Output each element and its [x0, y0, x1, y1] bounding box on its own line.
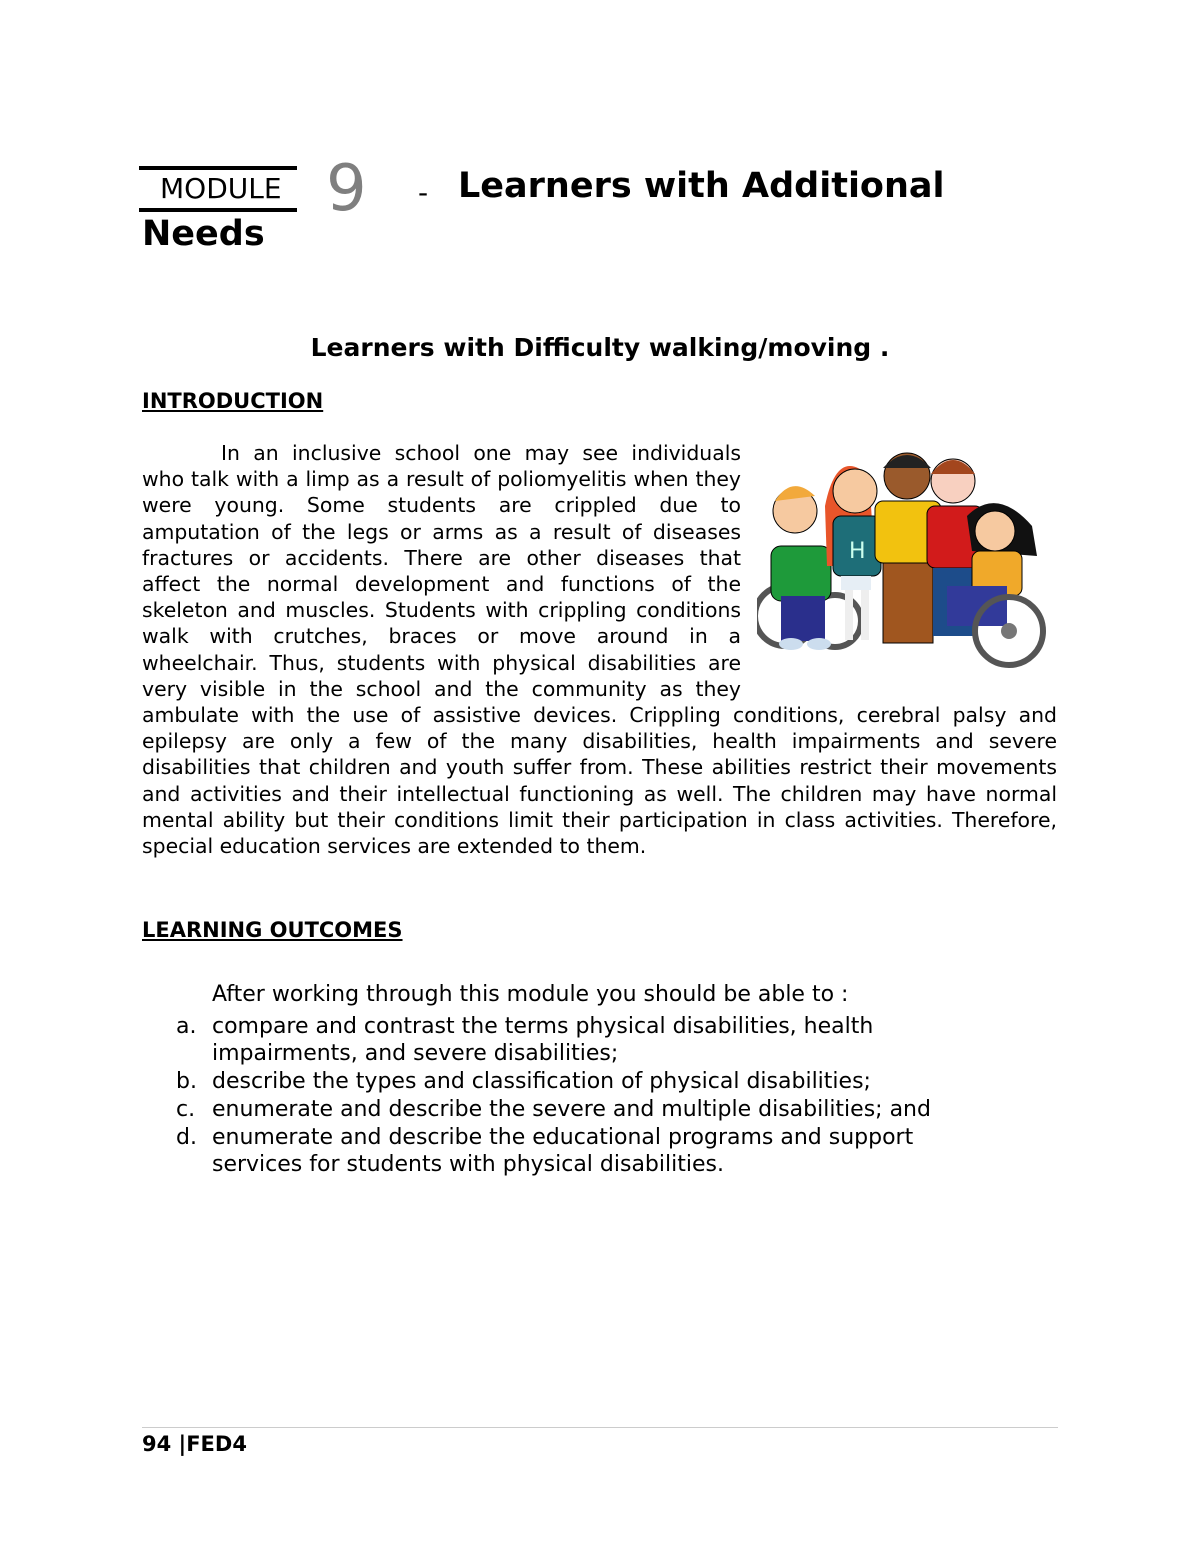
- module-label: MODULE: [160, 172, 282, 205]
- learning-outcomes-heading: LEARNING OUTCOMES: [142, 918, 403, 942]
- footer-divider: [142, 1427, 1058, 1428]
- list-item-text: enumerate and describe the severe and multiple disabilities; and: [212, 1097, 931, 1122]
- list-item: [176, 1068, 996, 1095]
- introduction-heading: INTRODUCTION: [142, 389, 324, 413]
- title-separator: -: [418, 176, 429, 209]
- list-item: [176, 1013, 996, 1067]
- list-item: [176, 1096, 996, 1123]
- introduction-text: In an inclusive school one may see individuals who talk with a limp as a result of poliomyelitis when they were young. Some students are crippled due to amputation of the legs or arms as a result of diseases fractures or accidents. There are other diseases that affect the normal development and functions of the skeleton and muscles. Students with crippling conditions walk with crutches, braces or move around in a wheelchair. Thus, students with physical disabilities are very visible in the school and the community as they ambulate with the use of assistive devices. Crippling conditions, cerebral palsy and epilepsy are only a few of the many disabilities, health impairments and severe disabilities that children and youth suffer from. These abilities restrict their movements and activities and their intellectual functioning as well. The children may have normal mental ability but their conditions limit their participation in class activities. Therefore, special education services are extended to them.: [142, 441, 1057, 859]
- module-title: Learners with Additional: [458, 166, 945, 206]
- list-marker: b.: [176, 1069, 197, 1094]
- learning-outcomes-list: [176, 1013, 996, 1179]
- introduction-section: [142, 440, 1057, 859]
- children-with-disabilities-illustration-icon: [757, 446, 1057, 680]
- svg-text:H: H: [849, 539, 866, 564]
- children-illustration: [757, 446, 1057, 680]
- section-subtitle: Learners with Difficulty walking/moving .: [310, 333, 890, 362]
- page-footer: 94 |FED4: [142, 1432, 247, 1456]
- list-marker: c.: [176, 1097, 196, 1122]
- list-item-text: enumerate and describe the educational programs and support services for students with physical disabilities.: [212, 1125, 914, 1177]
- list-item-text: describe the types and classification of physical disabilities;: [212, 1069, 871, 1094]
- module-number: 9: [326, 152, 367, 226]
- module-title-continued: Needs: [142, 214, 265, 254]
- list-marker: d.: [176, 1125, 197, 1150]
- learning-outcomes-lead: After working through this module you should be able to :: [212, 982, 849, 1007]
- list-item-text: compare and contrast the terms physical disabilities, health impairments, and severe disabilities;: [212, 1014, 874, 1066]
- list-item: [176, 1124, 996, 1178]
- list-marker: a.: [176, 1014, 197, 1039]
